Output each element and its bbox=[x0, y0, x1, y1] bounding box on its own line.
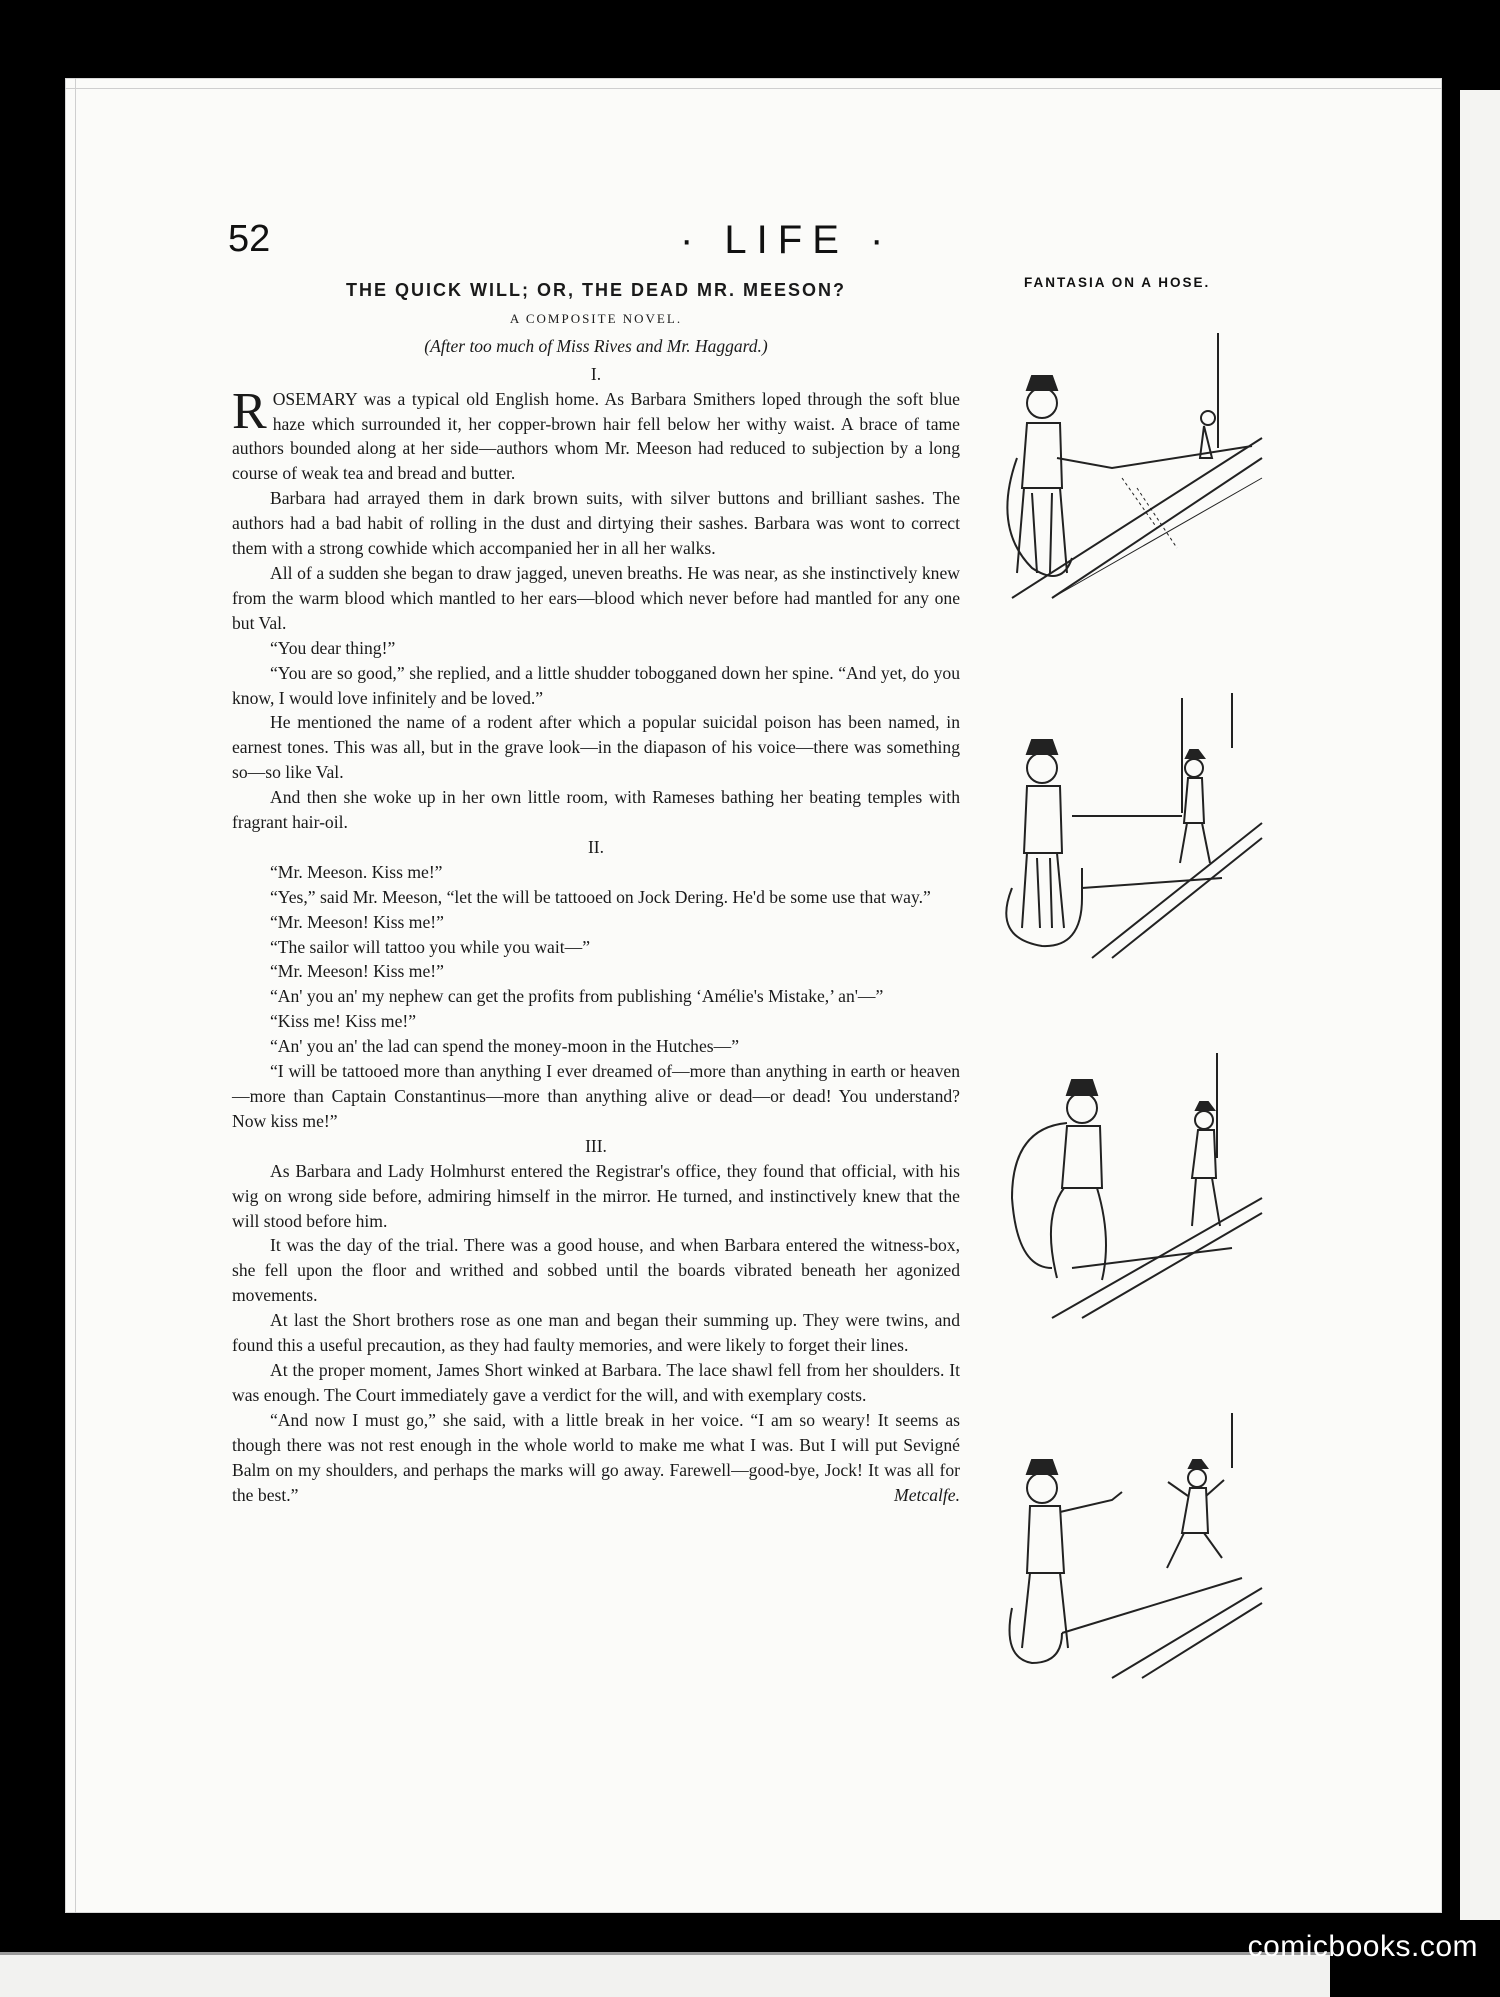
section-heading: II. bbox=[587, 836, 605, 857]
underlying-page bbox=[0, 1952, 1330, 1997]
section-heading: III. bbox=[585, 1135, 607, 1156]
section-heading: I. bbox=[590, 363, 602, 384]
page-number: 52 bbox=[228, 218, 271, 260]
paragraph: And then she woke up in her own little room, with Rameses bathing her beating temples with fragrant hair-oil. bbox=[232, 787, 960, 833]
article-subtitle: A COMPOSITE NOVEL. bbox=[509, 310, 683, 326]
cartoon-title: FANTASIA ON A HOSE. bbox=[1024, 275, 1211, 290]
adjacent-page bbox=[1460, 90, 1500, 1920]
site-watermark: comicbooks.com bbox=[1247, 1930, 1478, 1963]
article-headline: THE QUICK WILL; OR, THE DEAD MR. MEESON? bbox=[346, 280, 846, 300]
page-edge-left bbox=[75, 78, 76, 1913]
paragraph bbox=[232, 1408, 960, 1508]
paragraph-text: “And now I must go,” she said, with a little break in her voice. “I am so weary! It seems as though there was not rest enough in the whole world to make me what I was. But I will put Sevigné Balm on my shoulders, and perhaps the marks will go away. Farewell—good-bye, Jock! It was all for the best.” bbox=[232, 1409, 960, 1505]
masthead: · LIFE · bbox=[680, 218, 894, 262]
paragraph: “Yes,” said Mr. Meeson, “let the will be tattooed on Jock Dering. He'd be some use that way.” bbox=[270, 886, 931, 907]
paragraph: As Barbara and Lady Holmhurst entered the Registrar's office, they found that official, with his wig on wrong side before, admiring himself in the mirror. He turned, and instinctively knew that the will stood before him. bbox=[232, 1160, 960, 1231]
paragraph: “An' you an' the lad can spend the money-moon in the Hutches—” bbox=[270, 1036, 740, 1057]
paragraph: “You are so good,” she replied, and a little shudder tobogganed down her spine. “And yet, do you know, I would love infinitely and be loved.” bbox=[232, 662, 960, 708]
cartoon-panel-3 bbox=[972, 1048, 1272, 1328]
article bbox=[232, 276, 960, 1507]
drop-cap: R bbox=[232, 382, 267, 440]
paragraph: “The sailor will tattoo you while you wait—” bbox=[270, 936, 591, 957]
paragraph: At the proper moment, James Short winked at Barbara. The lace shawl fell from her shoulders. It was enough. The Court immediately gave a verdict for the will, and with exemplary costs. bbox=[232, 1359, 960, 1405]
paragraph: “Mr. Meeson! Kiss me!” bbox=[270, 911, 444, 932]
paragraph: “An' you an' my nephew can get the profits from publishing ‘Amélie's Mistake,’ an'—” bbox=[270, 986, 884, 1007]
paragraph: “You dear thing!” bbox=[270, 637, 396, 658]
article-byline: (After too much of Miss Rives and Mr. Haggard.) bbox=[424, 335, 768, 356]
paragraph: “Mr. Meeson. Kiss me!” bbox=[270, 861, 443, 882]
page-edge-top bbox=[65, 88, 1442, 89]
paragraph: At last the Short brothers rose as one man and began their summing up. They were twins, and found this a useful precaution, as they had faulty memories, and were likely to forget their lines. bbox=[232, 1310, 960, 1356]
cartoon-panel-4 bbox=[972, 1408, 1272, 1688]
paragraph-text: OSEMARY was a typical old English home. As Barbara Smithers loped through the soft blue haze which surrounded it, her copper-brown hair fell below her withy waist. A brace of tame authors bounded along at her side—authors whom Mr. Meeson had reduced to subjection by a long course of weak tea and bread and butter. bbox=[232, 388, 960, 484]
paragraph: He mentioned the name of a rodent after which a popular suicidal poison has been named, in earnest tones. This was all, but in the grave look—in the diapason of his voice—there was something so—so like Val. bbox=[232, 712, 960, 783]
paragraph: “Mr. Meeson! Kiss me!” bbox=[270, 961, 444, 982]
cartoon-panel-2 bbox=[972, 688, 1272, 968]
paragraph: It was the day of the trial. There was a good house, and when Barbara entered the witness-box, she fell upon the floor and writhed and sobbed until the boards vibrated beneath her agonized movements. bbox=[232, 1235, 960, 1306]
paragraph bbox=[232, 382, 960, 487]
paragraph: “I will be tattooed more than anything I ever dreamed of—more than anything in earth or heaven—more than Captain Constantinus—more than anything alive or dead—or dead! You understand? Now kiss me!” bbox=[232, 1061, 960, 1131]
cartoon-panel-1 bbox=[972, 328, 1272, 608]
paragraph: All of a sudden she began to draw jagged, uneven breaths. He was near, as she instinctively knew from the warm blood which mantled to her ears—blood which never before had mantled for any one but Val. bbox=[232, 562, 960, 633]
author-signature: Metcalfe. bbox=[894, 1484, 960, 1505]
paragraph: Barbara had arrayed them in dark brown suits, with silver buttons and brilliant sashes. The authors had a bad habit of rolling in the dust and dirtying their sashes. Barbara was wont to correct them with a strong cowhide which accompanied her in all her walks. bbox=[232, 488, 960, 559]
paragraph: “Kiss me! Kiss me!” bbox=[270, 1011, 417, 1032]
